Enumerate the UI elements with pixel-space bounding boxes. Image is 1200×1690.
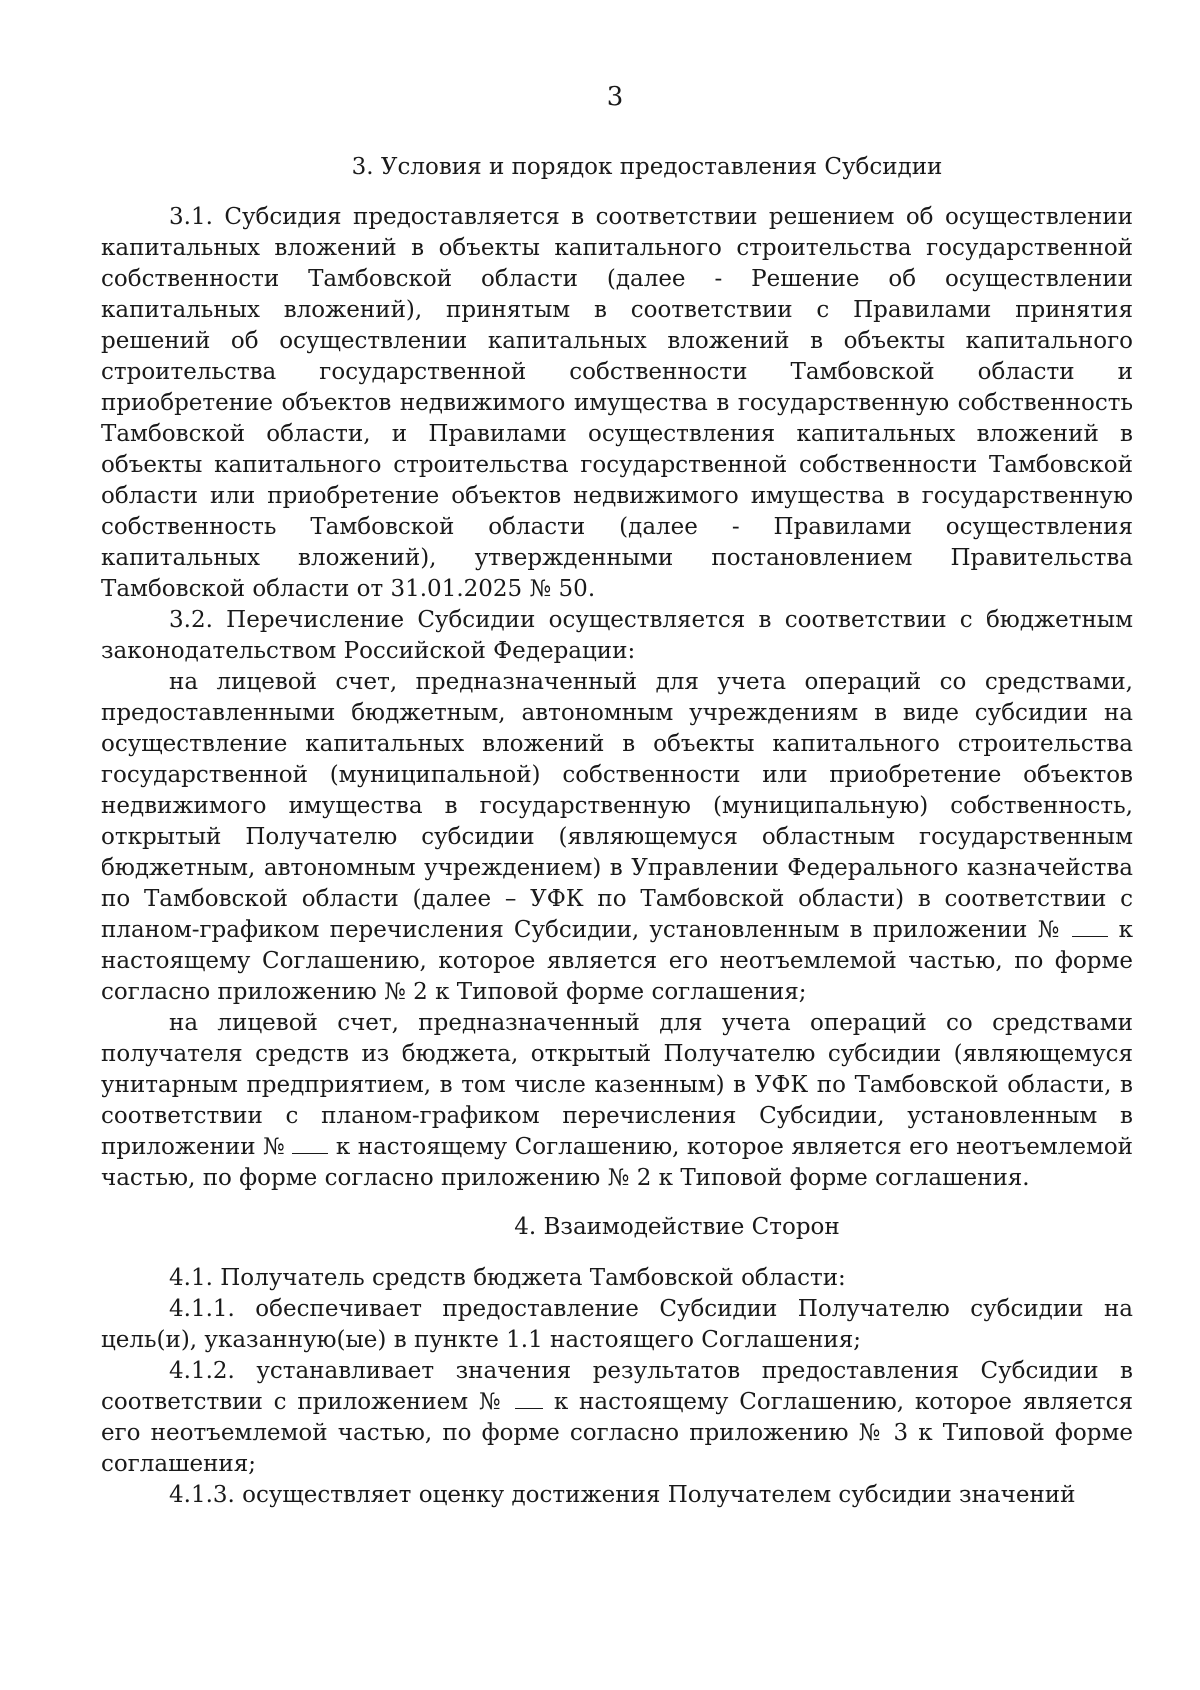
paragraph-3-2-a-text-before: на лицевой счет, предназначенный для учета операций со средствами, предоставленными бюджетным, автономным учреждениям в виде субсидии на осуществление капитальных вложений в объекты капитального строительства государственной (муниципальной) собственности или приобретение объектов недвижимого имущества в государственную (муниципальную) собственность, открытый Получателю субсидии (являющемуся областным государственным бюджетным, автономным учреждением) в Управлении Федерального казначейства по Тамбовской области (далее – УФК по Тамбовской области) в соответствии с планом-графиком перечисления Субсидии, установленным в приложении №	[101, 669, 1133, 943]
paragraph-3-2-b-text-after: к настоящему Соглашению, которое является его неотъемлемой частью, по форме согласно приложению № 2 к Типовой форме соглашения.	[101, 1134, 1134, 1191]
paragraph-4-1-3: 4.1.3. осуществляет оценку достижения Получателем субсидии значений	[169, 1482, 1076, 1508]
paragraph-4-1-1: 4.1.1. обеспечивает предоставление Субсидии Получателю субсидии на цель(и), указанную(ые) в пункте 1.1 настоящего Соглашения;	[101, 1296, 1133, 1353]
page-number: 3	[606, 82, 624, 112]
section-3-heading: 3. Условия и порядок предоставления Субсидии	[351, 154, 943, 180]
section-4-heading: 4. Взаимодействие Сторон	[514, 1214, 840, 1240]
paragraph-3-2-account-a	[101, 667, 1133, 1008]
paragraph-3-2-account-b	[101, 1008, 1133, 1194]
paragraph-3-2-a-text-after: к настоящему Соглашению, которое является его неотъемлемой частью, по форме согласно приложению № 2 к Типовой форме соглашения;	[101, 917, 1134, 1005]
paragraph-3-2: 3.2. Перечисление Субсидии осуществляется в соответствии с бюджетным законодательством Российской Федерации:	[101, 607, 1133, 664]
document-body	[101, 152, 1133, 1511]
appendix-number-blank	[1072, 916, 1108, 937]
paragraph-4-1-2-text-after: к настоящему Соглашению, которое является его неотъемлемой частью, по форме согласно приложению № 3 к Типовой форме соглашения;	[101, 1389, 1134, 1477]
appendix-number-blank	[515, 1388, 543, 1409]
appendix-number-blank	[292, 1133, 328, 1154]
paragraph-3-2-b-text-before: на лицевой счет, предназначенный для учета операций со средствами получателя средств из бюджета, открытый Получателю субсидии (являющемуся унитарным предприятием, в том числе казенным) в УФК по Тамбовской области, в соответствии с планом-графиком перечисления Субсидии, установленным в приложении №	[101, 1010, 1133, 1160]
paragraph-4-1: 4.1. Получатель средств бюджета Тамбовской области:	[169, 1265, 846, 1291]
paragraph-3-1: 3.1. Субсидия предоставляется в соответствии решением об осуществлении капитальных вложений в объекты капитального строительства государственной собственности Тамбовской области (далее - Решение об осуществлении капитальных вложений), принятым в соответствии с Правилами принятия решений об осуществлении капитальных вложений в объекты капитального строительства государственной собственности Тамбовской области и приобретение объектов недвижимого имущества в государственную собственность Тамбовской области, и Правилами осуществления капитальных вложений в объекты капитального строительства государственной собственности Тамбовской области или приобретение объектов недвижимого имущества в государственную собственность Тамбовской области (далее - Правилами осуществления капитальных вложений), утвержденными постановлением Правительства Тамбовской области от 31.01.2025 № 50.	[101, 204, 1133, 602]
paragraph-4-1-2	[101, 1356, 1133, 1480]
paragraph-4-1-2-text-before: 4.1.2. устанавливает значения результатов предоставления Субсидии в соответствии с приложением №	[101, 1358, 1133, 1415]
